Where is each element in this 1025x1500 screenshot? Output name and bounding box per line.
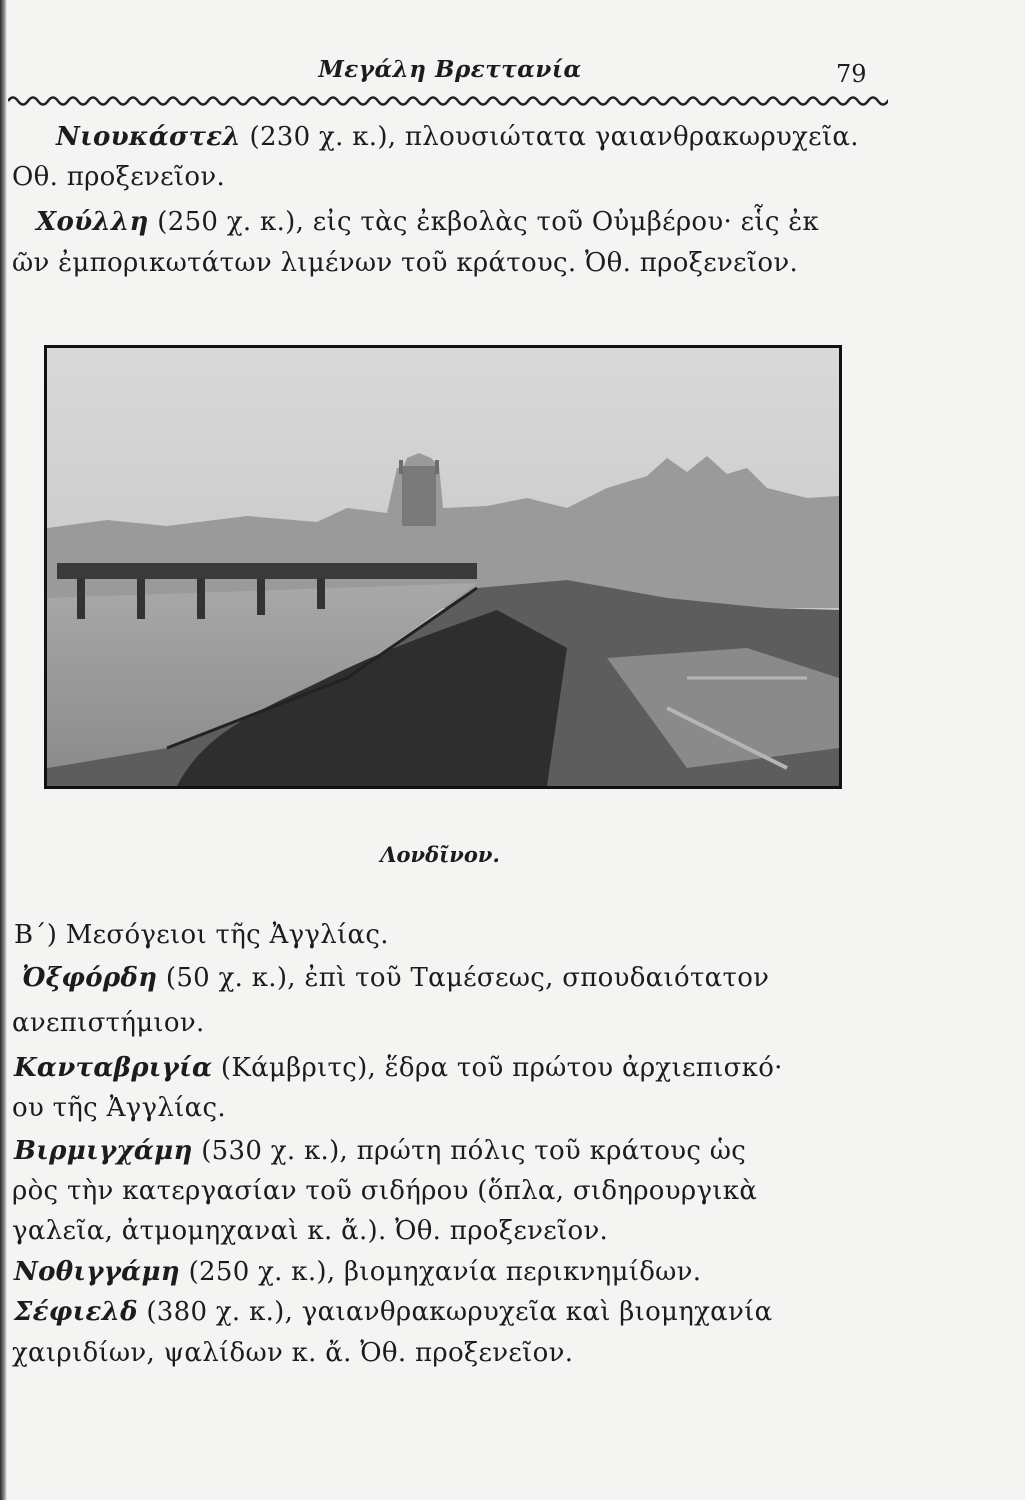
page-edge-shadow (0, 0, 7, 1500)
running-title: Μεγάλη Βρεττανία (318, 56, 582, 83)
entry-text: ρὸς τὴν κατεργασίαν τοῦ σιδήρου (ὅπλα, σιδηρουργικὰ (12, 1176, 758, 1206)
london-photograph (44, 345, 842, 789)
entry-term: Νοθιγγάμη (14, 1257, 180, 1287)
entry-continuation (12, 1176, 757, 1206)
entry-text: (230 χ. κ.), πλουσιώτατα γαιανθρακωρυχεῖα. (240, 122, 859, 152)
entry-text: ῶν ἐμπορικωτάτων λιμένων τοῦ κράτους. Ὀθ. προξενεῖον. (12, 248, 799, 278)
figure-caption: Λονδῖνον. (380, 842, 500, 867)
entry-continuation (12, 1008, 205, 1038)
bridge-pier (197, 579, 205, 619)
page-number: 79 (836, 60, 867, 88)
entry-text: (Κάμβριτς), ἕδρα τοῦ πρώτου ἀρχιεπισκό· (212, 1053, 783, 1083)
entry-term: Κανταβριγία (14, 1053, 213, 1083)
entry-continuation (12, 1093, 226, 1123)
bridge-deck (57, 563, 477, 579)
photo-illustration (47, 348, 839, 786)
entry-text: γαλεῖα, ἀτμομηχαναὶ κ. ἄ.). Ὀθ. προξενεῖον. (12, 1216, 609, 1246)
bridge-pier (317, 579, 325, 609)
entry-continuation (12, 248, 798, 278)
entry-text: Οθ. προξενεῖον. (12, 162, 226, 192)
entry-text: (530 χ. κ.), πρώτη πόλις τοῦ κράτους ὡς (192, 1136, 747, 1166)
entry-newcastle (56, 122, 859, 152)
entry-nottingham (14, 1257, 701, 1287)
entry-continuation (12, 162, 225, 192)
tower-spire (399, 460, 403, 474)
entry-text: (50 χ. κ.), ἐπὶ τοῦ Ταμέσεως, σπουδαιότατον (157, 963, 770, 993)
entry-text: (380 χ. κ.), γαιανθρακωρυχεῖα καὶ βιομηχανία (137, 1297, 773, 1327)
entry-text: ου τῆς Ἀγγλίας. (12, 1093, 226, 1123)
entry-hull (36, 207, 819, 237)
entry-text: (250 χ. κ.), εἰς τὰς ἐκβολὰς τοῦ Οὐμβέρου· εἷς ἐκ (148, 207, 820, 237)
entry-oxford (22, 963, 769, 993)
entry-term: Σέφιελδ (14, 1297, 138, 1327)
bridge-pier (77, 579, 85, 619)
entry-term: Ὀξφόρδη (22, 963, 158, 993)
tower-spire (435, 460, 439, 474)
entry-cambridge (14, 1053, 783, 1083)
entry-term: Χούλλη (36, 207, 149, 237)
bridge-pier (137, 579, 145, 619)
entry-continuation (12, 1338, 573, 1368)
entry-text: χαιριδίων, ψαλίδων κ. ἄ. Ὀθ. προξενεῖον. (12, 1338, 574, 1368)
entry-text: ανεπιστήμιον. (12, 1008, 205, 1038)
ornamental-rule (8, 92, 888, 110)
tower (402, 466, 436, 526)
entry-sheffield (14, 1297, 772, 1327)
bridge-pier (257, 579, 265, 615)
entry-text: (250 χ. κ.), βιομηχανία περικνημίδων. (180, 1257, 702, 1287)
entry-term: Νιουκάστελ (56, 122, 241, 152)
section-heading: Β΄) Μεσόγειοι τῆς Ἀγγλίας. (14, 920, 389, 950)
entry-continuation (12, 1216, 608, 1246)
entry-birmingham (14, 1136, 746, 1166)
entry-term: Βιρμιγχάμη (14, 1136, 193, 1166)
